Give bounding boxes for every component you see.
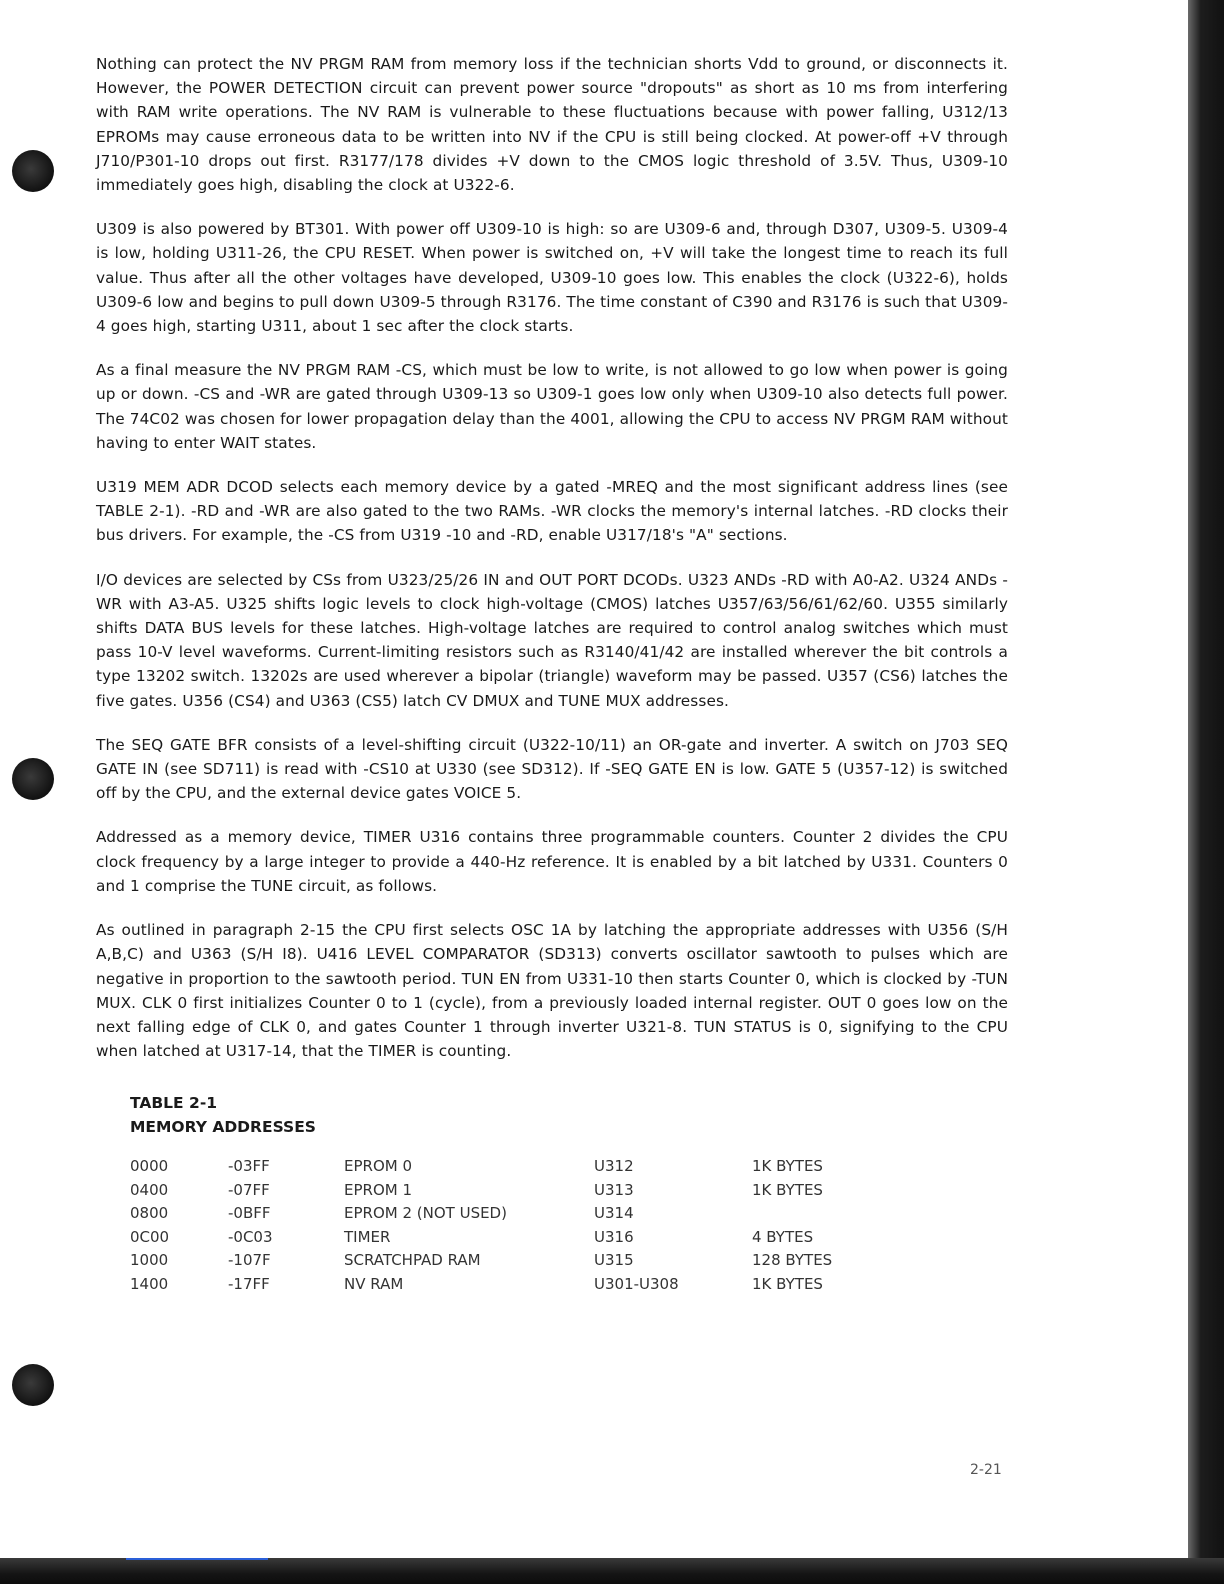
cell-start-address: 0400 (130, 1180, 169, 1199)
scan-edge-bottom (0, 1558, 1224, 1584)
cell-size (752, 1204, 872, 1228)
cell-start-address: 0000 (130, 1157, 169, 1176)
cell-size: 1K BYTES (752, 1274, 823, 1293)
table-title: MEMORY ADDRESSES (130, 1118, 316, 1137)
punch-hole-bottom (12, 1364, 54, 1406)
cell-start-address: 0800 (130, 1204, 169, 1223)
paragraph-timer: Addressed as a memory device, TIMER U316 contains three programmable counters. Counter 2 divides the CPU clock frequency by a large integer to provide a 440-Hz reference. It is enabled by a bit latched by U331. Counters 0 and 1 comprise the TUNE circuit, as follows. (96, 828, 1008, 895)
cell-start-address: 1400 (130, 1274, 169, 1293)
cell-size: 4 BYTES (752, 1227, 814, 1246)
paragraph-mem-adr-dcod: U319 MEM ADR DCOD selects each memory device by a gated -MREQ and the most significant address lines (see TABLE 2-1). -RD and -WR are also gated to the two RAMs. -WR clocks the memory's internal latches. -RD clocks their bus drivers. For example, the -CS from U319 -10 and -RD, enable U317/18's "A" sections. (96, 478, 1008, 545)
cell-chip: U316 (594, 1227, 634, 1246)
table-row (130, 1181, 872, 1205)
table-row (130, 1228, 872, 1252)
cell-size: 128 BYTES (752, 1251, 833, 1270)
cell-device: TIMER (344, 1227, 391, 1246)
table-row (130, 1204, 872, 1228)
cell-end-address: -0C03 (228, 1227, 273, 1246)
punch-hole-top (12, 150, 54, 192)
cell-size: 1K BYTES (752, 1180, 823, 1199)
table-label: TABLE 2-1 (130, 1094, 218, 1113)
cell-device: SCRATCHPAD RAM (344, 1251, 481, 1270)
cell-end-address: -17FF (228, 1274, 270, 1293)
paragraph-io-devices: I/O devices are selected by CSs from U323/25/26 IN and OUT PORT DCODs. U323 ANDs -RD with A0-A2. U324 ANDs -WR with A3-A5. U325 shifts logic levels to clock high-voltage (CMOS) latches U357/63/56/61/62/60. U355 similarly shifts DATA BUS levels for these latches. High-voltage latches are required to control analog switches which must pass 10-V level waveforms. Current-limiting resistors such as R3140/41/42 are installed wherever the bit controls a type 13202 switch. 13202s are used wherever a bipolar (triangle) waveform may be passed. U357 (CS6) latches the five gates. U356 (CS4) and U363 (CS5) latch CV DMUX and TUNE MUX addresses. (96, 570, 1008, 710)
paragraph-tune-circuit: As outlined in paragraph 2-15 the CPU first selects OSC 1A by latching the appropriate addresses with U356 (S/H A,B,C) and U363 (S/H I8). U416 LEVEL COMPARATOR (SD313) converts oscillator sawtooth to pulses which are negative in proportion to the sawtooth period. TUN EN from U331-10 then starts Counter 0, which is clocked by -TUN MUX. CLK 0 first initializes Counter 0 to 1 (cycle), from a previously loaded internal register. OUT 0 goes low on the next falling edge of CLK 0, and gates Counter 1 through inverter U321-8. TUN STATUS is 0, signifying to the CPU when latched at U317-14, that the TIMER is counting. (96, 921, 1008, 1061)
cell-device: NV RAM (344, 1274, 404, 1293)
cell-chip: U313 (594, 1180, 634, 1199)
paragraph-nv-ram-cs: As a final measure the NV PRGM RAM -CS, which must be low to write, is not allowed to go low when power is going up or down. -CS and -WR are gated through U309-13 so U309-1 goes low only when U309-10 also detects full power. The 74C02 was chosen for lower propagation delay than the 4001, allowing the CPU to access NV PRGM RAM without having to enter WAIT states. (96, 361, 1008, 452)
punch-hole-middle (12, 758, 54, 800)
page-number: 2-21 (970, 1462, 1002, 1478)
paragraph-u309-power: U309 is also powered by BT301. With power off U309-10 is high: so are U309-6 and, through D307, U309-5. U309-4 is low, holding U311-26, the CPU RESET. When power is switched on, +V will take the longest time to reach its full value. Thus after all the other voltages have developed, U309-10 goes low. This enables the clock (U322-6), holds U309-6 low and begins to pull down U309-5 through R3176. The time constant of C390 and R3176 is such that U309-4 goes high, starting U311, about 1 sec after the clock starts. (96, 220, 1008, 336)
table-row (130, 1157, 872, 1181)
cell-chip: U312 (594, 1157, 634, 1176)
cell-chip: U301-U308 (594, 1274, 679, 1293)
cell-size: 1K BYTES (752, 1157, 823, 1176)
table-row (130, 1275, 872, 1299)
cell-end-address: -03FF (228, 1157, 270, 1176)
cell-end-address: -07FF (228, 1180, 270, 1199)
cell-device: EPROM 2 (NOT USED) (344, 1204, 507, 1223)
paragraph-power-detection: Nothing can protect the NV PRGM RAM from memory loss if the technician shorts Vdd to ground, or disconnects it. However, the POWER DETECTION circuit can prevent power source "dropouts" as short as 10 ms from interfering with RAM write operations. The NV RAM is vulnerable to these fluctuations because with power falling, U312/13 EPROMs may cause erroneous data to be written into NV if the CPU is still being clocked. At power-off +V through J710/P301-10 drops out first. R3177/178 divides +V down to the CMOS logic threshold of 3.5V. Thus, U309-10 immediately goes high, disabling the clock at U322-6. (96, 55, 1008, 195)
bottom-edge-line (126, 1558, 268, 1560)
cell-chip: U315 (594, 1251, 634, 1270)
paragraph-seq-gate: The SEQ GATE BFR consists of a level-shifting circuit (U322-10/11) an OR-gate and inverter. A switch on J703 SEQ GATE IN (see SD711) is read with -CS10 at U330 (see SD312). If -SEQ GATE EN is low. GATE 5 (U357-12) is switched off by the CPU, and the external device gates VOICE 5. (96, 735, 1008, 803)
cell-device: EPROM 1 (344, 1180, 413, 1199)
cell-end-address: -107F (228, 1251, 271, 1270)
cell-start-address: 1000 (130, 1251, 169, 1270)
cell-end-address: -0BFF (228, 1204, 271, 1223)
document-body (96, 52, 1008, 1298)
scan-edge-right (1188, 0, 1224, 1584)
cell-device: EPROM 0 (344, 1157, 413, 1176)
cell-chip: U314 (594, 1204, 634, 1223)
table-row (130, 1251, 872, 1275)
cell-start-address: 0C00 (130, 1227, 170, 1246)
memory-address-table (130, 1157, 872, 1298)
